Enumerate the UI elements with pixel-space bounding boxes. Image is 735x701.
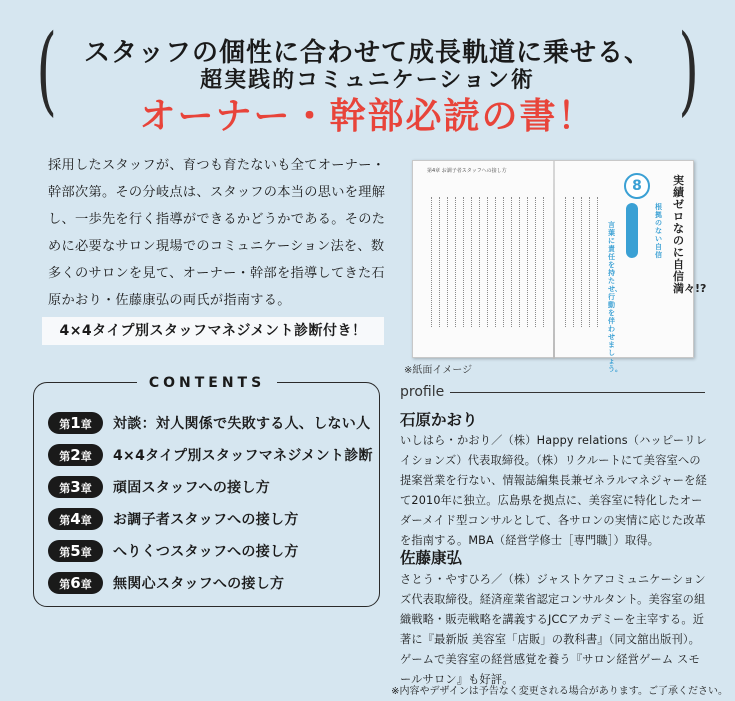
- diagnostic-banner: 4×4タイプ別スタッフマネジメント診断付き！: [42, 317, 384, 345]
- author-name: 石原かおり: [400, 411, 478, 429]
- text-column: [527, 197, 529, 327]
- author-bio: いしはら・かおり／（株）Happy relations（ハッピーリレイションズ）代表取締役。（株）リクルートにて美容室への提案営業を行ない、情報誌編集長兼ゼネラルマネジャーを経て2010年に独立。広島県を拠点に、美容室に特化したオーダーメイド型コンサルとして、各サロンの実情に応じた改革を指南する。MBA（経営学修士［専門職］）取得。: [400, 434, 708, 547]
- chapter-title: 無関心スタッフへの接し方: [113, 576, 285, 592]
- hero-header: [0, 0, 735, 150]
- author-bio: さとう・やすひろ／（株）ジャストケアコミュニケーションズ代表取締役。経済産業省認定コンサルタント。美容室の組織戦略・販売戦略を講義するJCCアカデミーを主宰する。近著に『最新版 美容室「店販」の教科書』（同文舘出版刊）。ゲームで美容室の経営感覚を養う『サロン経営ゲーム スモールサロン』も好評。: [400, 573, 706, 686]
- text-column: [495, 197, 497, 327]
- text-column: [581, 197, 583, 327]
- chapter-item: [48, 407, 373, 439]
- chapter-item: [48, 567, 373, 599]
- text-column: [503, 197, 505, 327]
- text-column: [573, 197, 575, 327]
- chapter-title: 4×4タイプ別スタッフマネジメント診断: [113, 448, 373, 464]
- chapter-badge: 第3章: [48, 476, 103, 498]
- text-column: [447, 197, 449, 327]
- text-column: [565, 197, 567, 327]
- chapter-badge: 第1章: [48, 412, 103, 434]
- text-column: [455, 197, 457, 327]
- headline-line-2: 超実践的コミュニケーション術: [200, 68, 535, 93]
- text-column: [431, 197, 433, 327]
- text-column: [519, 197, 521, 327]
- footnote: ※内容やデザインは予告なく変更される場合があります。ご了承ください。: [391, 686, 728, 697]
- chapter-badge: 第6章: [48, 572, 103, 594]
- contents-box: [33, 375, 380, 607]
- chapter-item: [48, 471, 373, 503]
- text-column: [479, 197, 481, 327]
- book-page-header: 第4章 お調子者スタッフへの接し方: [427, 168, 507, 174]
- book-blue-heading-1: 根拠のない自信: [655, 203, 662, 259]
- profile-header: [400, 383, 705, 401]
- chapter-title: 頑固スタッフへの接し方: [113, 480, 271, 496]
- right-parenthesis-ornament: ): [677, 14, 699, 126]
- headline-line-1: スタッフの個性に合わせて成長軌道に乗せる、: [83, 38, 651, 68]
- author-name: 佐藤康弘: [400, 549, 463, 567]
- chapter-item: [48, 535, 373, 567]
- book-number-badge: 8: [624, 173, 650, 199]
- chapter-title: お調子者スタッフへの接し方: [113, 512, 299, 528]
- chapter-title: 対談：対人関係で失敗する人、しない人: [113, 416, 371, 432]
- text-column: [511, 197, 513, 327]
- chapter-badge: 第5章: [48, 540, 103, 562]
- chapter-badge: 第2章: [48, 444, 103, 466]
- book-blue-heading-2: 言葉に責任を持たせ、行動を伴わせましょう。: [608, 221, 622, 373]
- text-column: [439, 197, 441, 327]
- text-column: [543, 197, 545, 327]
- text-column: [487, 197, 489, 327]
- book-heading-tag: [626, 203, 638, 258]
- left-parenthesis-ornament: (: [36, 14, 58, 126]
- text-column: [463, 197, 465, 327]
- book-spine: [553, 161, 555, 359]
- text-column: [597, 197, 599, 327]
- book-headline: 実績ゼロなのに自信満々!?: [673, 174, 707, 295]
- headline-main: オーナー・幹部必読の書！: [139, 96, 596, 137]
- contents-title: CONTENTS: [137, 373, 277, 393]
- image-caption: ※紙面イメージ: [404, 365, 473, 376]
- profile-label: profile: [400, 383, 450, 401]
- intro-paragraph: 採用したスタッフが、育つも育たないも全てオーナー・幹部次第。その分岐点は、スタッフの本当の思いを理解し、一歩先を行く指導ができるかどうかである。そのために必要なサロン現場でのコミュニケーション法を、数多くのサロンを見て、オーナー・幹部を指導してきた石原かおり・佐藤康弘の両氏が指南する。: [48, 158, 386, 308]
- text-column: [471, 197, 473, 327]
- text-column: [535, 197, 537, 327]
- chapter-badge: 第4章: [48, 508, 103, 530]
- text-column: [589, 197, 591, 327]
- chapter-item: [48, 503, 373, 535]
- chapter-list: [48, 407, 373, 599]
- chapter-item: [48, 439, 373, 471]
- chapter-title: へりくつスタッフへの接し方: [113, 544, 299, 560]
